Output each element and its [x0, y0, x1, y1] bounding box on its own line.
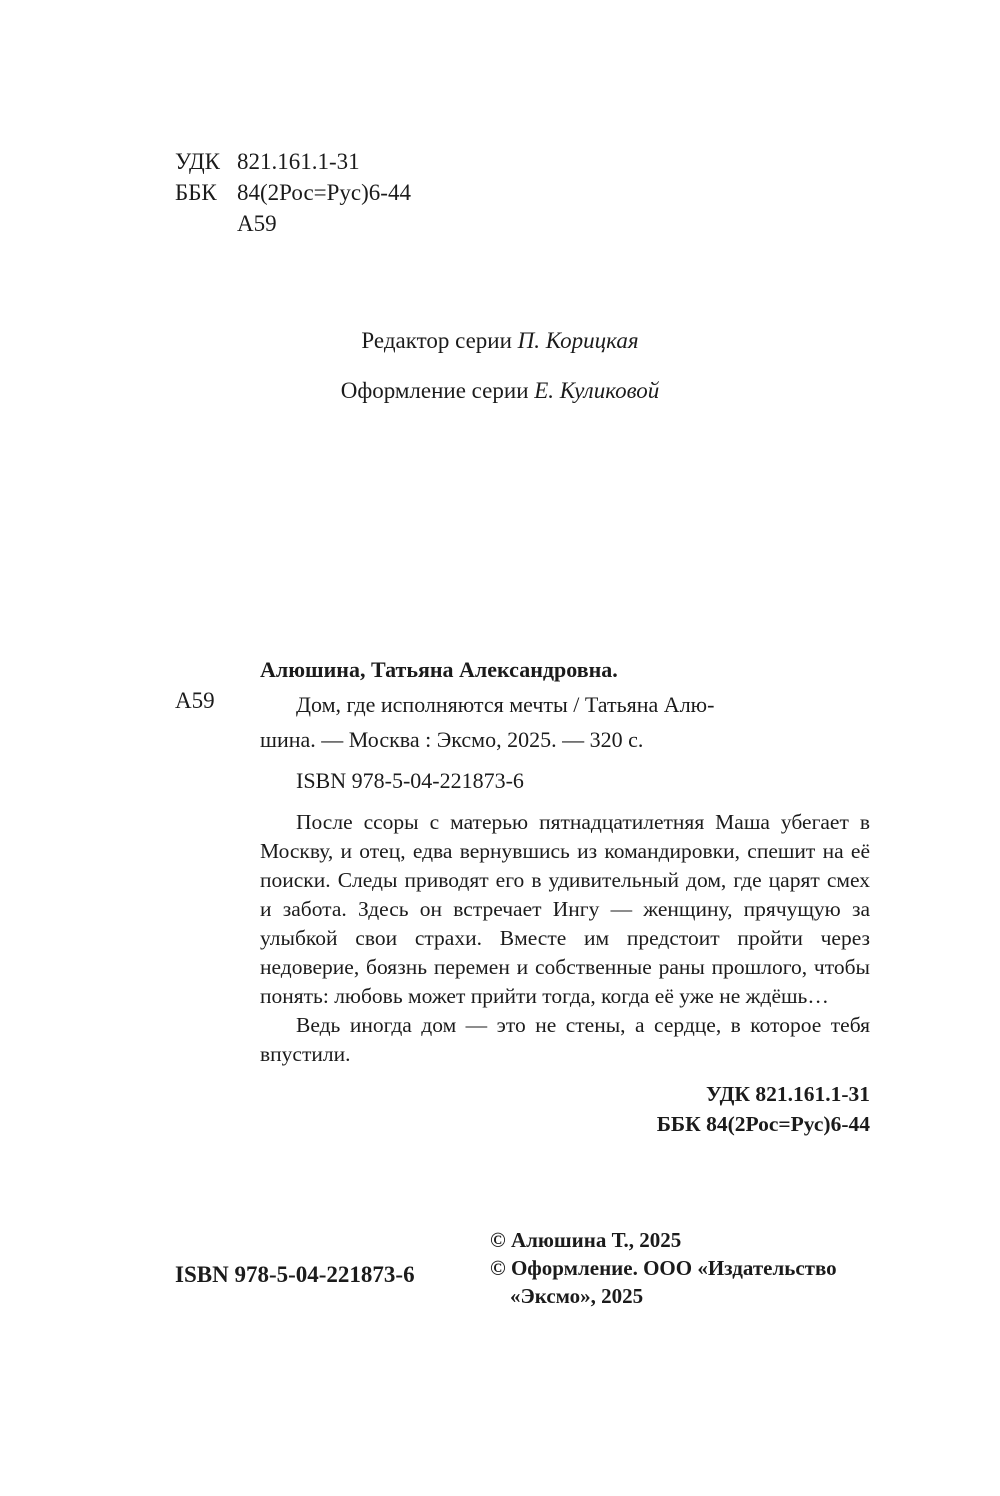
series-designer-line	[150, 376, 850, 406]
catalog-card	[175, 652, 870, 1139]
author-code-top: А59	[237, 211, 277, 236]
bbk-value: 84(2Рос=Рус)6-44	[237, 180, 411, 205]
series-editor-line	[150, 326, 850, 356]
footer-bbk: ББК 84(2Рос=Рус)6-44	[656, 1112, 870, 1136]
catalog-isbn: ISBN 978-5-04-221873-6	[296, 768, 524, 793]
annotation-paragraph-2: Ведь иногда дом — это не стены, а сердце, в которое тебя впустили.	[260, 1013, 870, 1066]
catalog-title-line-1: Дом, где исполняются мечты / Татьяна Алю-	[296, 692, 715, 717]
catalog-text-column	[260, 652, 870, 1139]
bbk-label: ББК	[175, 180, 217, 205]
series-credits	[150, 326, 850, 426]
annotation-paragraph-1: После ссоры с матерью пятнадцатилетняя Маша убегает в Москву, и отец, едва вернувшись из командировки, спешит на её поиски. Следы приводят его в удивительный дом, где царят смех и забота. Здесь он встречает Ингу — женщину, прячущую за улыбкой свои страхи. Вместе им предстоит пройти через недоверие, боязнь перемен и собственные раны прошлого, чтобы понять: любовь может прийти тогда, когда её уже не ждёшь…	[260, 810, 870, 1008]
series-designer-name: Е. Куликовой	[534, 378, 660, 403]
top-classification-codes	[175, 146, 411, 239]
udk-value: 821.161.1-31	[237, 149, 360, 174]
bbk-row	[175, 177, 411, 208]
bottom-isbn: ISBN 978-5-04-221873-6	[175, 1262, 415, 1287]
copyright-design-line-2: «Эксмо», 2025	[510, 1284, 644, 1308]
series-designer-prefix: Оформление серии	[340, 378, 535, 403]
udk-label: УДК	[175, 149, 220, 174]
copyright-design-line-1: © Оформление. ООО «Издательство	[490, 1256, 837, 1280]
catalog-title-line-2: шина. — Москва : Эксмо, 2025. — 320 с.	[260, 727, 644, 752]
copyright-block	[490, 1226, 837, 1310]
series-editor-prefix: Редактор серии	[361, 328, 518, 353]
catalog-author-code: А59	[175, 688, 215, 713]
udk-row	[175, 146, 411, 177]
footer-classification-codes	[260, 1079, 870, 1139]
footer-udk: УДК 821.161.1-31	[705, 1082, 870, 1106]
catalog-author: Алюшина, Татьяна Александровна.	[260, 657, 618, 682]
series-editor-name: П. Корицкая	[517, 328, 639, 353]
copyright-author: © Алюшина Т., 2025	[490, 1228, 682, 1252]
